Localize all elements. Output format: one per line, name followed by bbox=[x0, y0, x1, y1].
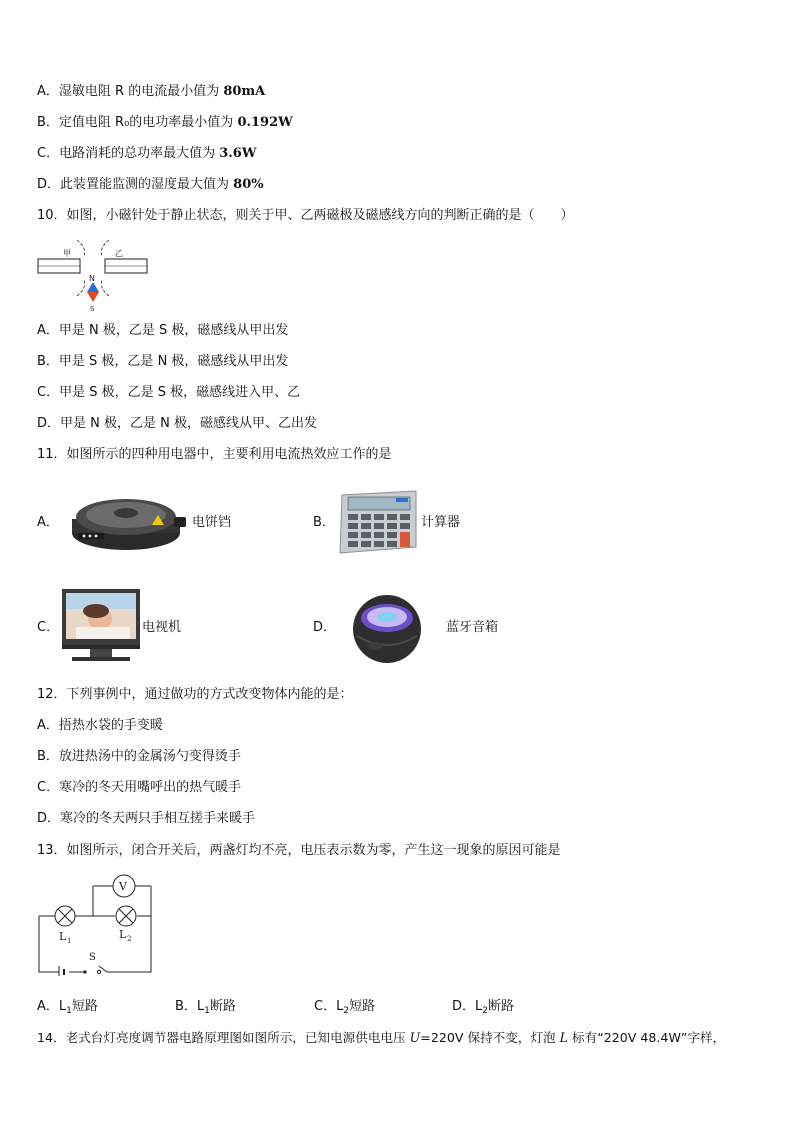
q10-option-b: B．甲是 S 极，乙是 N 极，磁感线从甲出发 bbox=[37, 354, 289, 369]
q11-b-name: 计算器 bbox=[421, 515, 461, 530]
bluetooth-speaker-image bbox=[351, 592, 423, 664]
q10-option-a: A．甲是 N 极，乙是 S 极，磁感线从甲出发 bbox=[37, 323, 289, 338]
l2-label: L bbox=[119, 928, 127, 941]
q12-option-c: C．寒冷的冬天用嘴呼出的热气暖手 bbox=[37, 780, 242, 795]
pancake-maker-image bbox=[70, 491, 188, 553]
magnet-poles-figure bbox=[37, 234, 149, 314]
q13-option-b: B．$L_1$断路 bbox=[175, 999, 236, 1016]
q9-option-a: A．湿敏电阻 R 的电流最小值为 80mA bbox=[37, 84, 266, 99]
yi-label: 乙 bbox=[115, 249, 123, 258]
q11-d-letter: D． bbox=[313, 620, 337, 635]
voltmeter-label: V bbox=[119, 880, 127, 893]
calculator-image bbox=[336, 489, 420, 555]
q13-option-a: A．$L_1$短路 bbox=[37, 999, 98, 1016]
q12-option-b: B．放进热汤中的金属汤勺变得烫手 bbox=[37, 749, 241, 764]
q10-option-c: C．甲是 S 极，乙是 S 极，磁感线进入甲、乙 bbox=[37, 385, 301, 400]
q13-stem: 13．如图所示，闭合开关后，两盏灯均不亮，电压表示数为零，产生这一现象的原因可能是 bbox=[37, 843, 561, 858]
q9-option-c: C．电路消耗的总功率最大值为 3.6W bbox=[37, 146, 257, 161]
circuit-diagram bbox=[37, 874, 155, 976]
q11-c-name: 电视机 bbox=[142, 620, 182, 635]
q9-option-d: D．此装置能监测的湿度最大值为 80% bbox=[37, 177, 264, 192]
q9-option-b: B．定值电阻 R₀的电功率最小值为 0.192W bbox=[37, 115, 293, 130]
needle-s-label: S bbox=[90, 305, 95, 313]
l1-subscript: 1 bbox=[67, 937, 72, 945]
needle-n-label: N bbox=[89, 274, 95, 283]
television-image bbox=[60, 587, 142, 663]
q14-stem: 14．老式台灯亮度调节器电路原理图如图所示，已知电源供电电压 U=220V 保持不变，灯泡 L 标有“220V 48.4W”字样， bbox=[37, 1030, 726, 1045]
q12-stem: 12．下列事例中，通过做功的方式改变物体内能的是： bbox=[37, 687, 353, 702]
l1-label: L bbox=[59, 930, 67, 943]
q10-stem: 10．如图，小磁针处于静止状态，则关于甲、乙两磁极及磁感线方向的判断正确的是（ ） bbox=[37, 208, 574, 223]
q11-b-letter: B． bbox=[313, 515, 335, 530]
q10-option-d: D．甲是 N 极，乙是 N 极，磁感线从甲、乙出发 bbox=[37, 416, 317, 431]
q13-option-c: C．$L_2$短路 bbox=[314, 999, 376, 1016]
q13-option-d: D．$L_2$断路 bbox=[452, 999, 515, 1016]
q11-a-name: 电饼铛 bbox=[192, 515, 232, 530]
q12-option-d: D．寒冷的冬天两只手相互搓手来暖手 bbox=[37, 811, 256, 826]
l2-subscript: 2 bbox=[127, 935, 132, 943]
q12-option-a: A．捂热水袋的手变暖 bbox=[37, 718, 163, 733]
q11-stem: 11．如图所示的四种用电器中，主要利用电流热效应工作的是 bbox=[37, 447, 392, 462]
q11-a-letter: A． bbox=[37, 515, 59, 530]
switch-label: S bbox=[89, 952, 96, 963]
jia-label: 甲 bbox=[63, 249, 71, 258]
q11-c-letter: C． bbox=[37, 620, 60, 635]
q11-d-name: 蓝牙音箱 bbox=[446, 620, 499, 635]
